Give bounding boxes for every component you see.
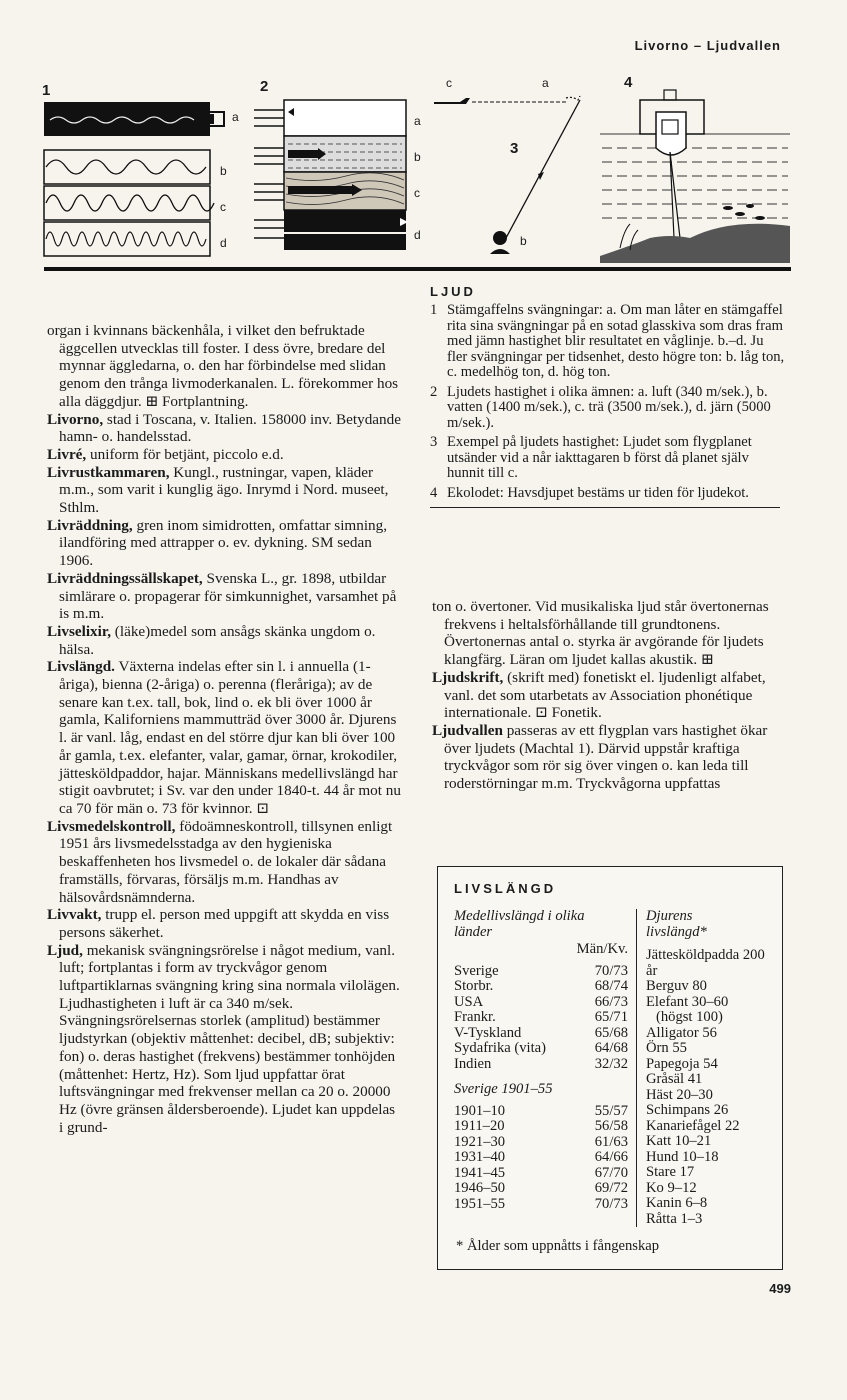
dictionary-entry: [47, 570, 403, 623]
row-value: 66/73: [594, 993, 628, 1010]
dictionary-entry: [47, 658, 403, 817]
box-footnote: * Ålder som uppnåtts i fångenskap: [456, 1238, 660, 1254]
animal-item: Schimpans 26: [646, 1102, 729, 1118]
dictionary-entry: [432, 722, 788, 793]
entry-text: ton o. övertoner. Vid musikaliska ljud står övertonernas frekvens i heltalsförhållande till grundtonens. Övertonernas antal o. styrka är avgörande för ljudets klangfärg. Läran om ljudet kallas akustik. ⊞: [432, 598, 769, 669]
row-label: 1911–20: [454, 1118, 505, 1134]
fig1-letter-b: b: [220, 164, 227, 178]
table-row: [454, 995, 628, 1011]
animal-item: Alligator 56: [646, 1024, 717, 1041]
row-label: Frankr.: [454, 1009, 496, 1025]
row-label: 1931–40: [454, 1149, 506, 1165]
dictionary-entry: [47, 322, 403, 411]
entry-headword: Livrustkammaren,: [47, 463, 170, 481]
table-row: [454, 1197, 628, 1213]
caption-text: Ljudets hastighet i olika ämnen: a. luft (340 m/sek.), b. vatten (1400 m/sek.), c. trä (3500 m/sek.), d. järn (5000 m/sek.).: [447, 383, 771, 431]
dictionary-entry: [47, 942, 403, 1137]
fig3-letter-b: b: [520, 234, 527, 248]
row-label: 1901–10: [454, 1102, 506, 1119]
animal-item: Ko 9–12: [646, 1179, 697, 1196]
row-label: 1941–45: [454, 1164, 506, 1181]
animal-item: Stare 17: [646, 1164, 695, 1180]
animal-item: Jättesköldpadda 200 år: [646, 947, 765, 979]
caption-end-rule: [430, 507, 780, 508]
airplane-sound-diagram: [428, 88, 598, 258]
animal-item: Örn 55: [646, 1040, 687, 1056]
row-value: 32/32: [594, 1055, 628, 1072]
entry-headword: Livräddningssällskapet,: [47, 569, 203, 587]
dictionary-entry: [47, 411, 403, 446]
table-row: [454, 1041, 628, 1057]
row-label: V-Tyskland: [454, 1024, 522, 1041]
row-label: Indien: [454, 1055, 492, 1072]
row-label: Sverige: [454, 962, 499, 979]
caption-item: [430, 435, 786, 482]
country-table: [454, 909, 628, 1212]
fig2-letter-c: c: [414, 186, 420, 200]
entry-text: uniform för betjänt, piccolo e.d.: [86, 445, 284, 463]
dictionary-entry: [432, 669, 788, 722]
entry-text: passeras av ett flygplan vars hastighet ökar över ljudets (Machtal 1). Därvid uppstår kraftiga tryckvågor som rör sig över vingen o. kan leda till roderstörningar m.m. Tryckvågorna uppfattas: [444, 721, 768, 793]
right-column: [432, 598, 788, 793]
row-value: 65/68: [594, 1024, 628, 1041]
table-row: [454, 1135, 628, 1151]
figure-number-3: 3: [510, 140, 519, 157]
running-head: Livorno – Ljudvallen: [634, 38, 781, 53]
animal-list-heading: Djurens livslängd*: [646, 908, 707, 940]
row-value: 56/58: [594, 1118, 628, 1134]
fig1-letter-a: a: [232, 110, 239, 124]
dictionary-entry: [47, 517, 403, 570]
row-label: 1946–50: [454, 1180, 506, 1196]
row-value: 69/72: [594, 1180, 628, 1196]
entry-headword: Ljudskrift,: [432, 668, 504, 686]
table-row: [454, 1057, 628, 1073]
country-table-subheading: Män/Kv.: [576, 941, 628, 957]
row-value: 65/71: [594, 1009, 628, 1025]
caption-item: [430, 486, 786, 502]
left-column: [47, 322, 403, 1136]
tuning-fork-diagram: [40, 100, 260, 260]
entry-headword: Livselixir,: [47, 622, 111, 640]
row-value: 68/74: [594, 978, 628, 994]
entry-text: mekanisk svängningsrörelse i något medium, vanl. luft; fortplantas i form av tryckvågor genom luftpartiklarnas svängning kring sina normala vilolägen. Ljudhastigheten i luft är ca 340 m/sek. Svängningsrörelsernas storlek (amplitud) bestämmer ljudstyrkan (objektiv måttenhet: decibel, dB; subjektiv: fon) o. deras hastighet (frekvens) bestämmer tonhöjden (måttenhet: Hertz, Hz). Som ljud uppfattar örat luftsvängningar med frekvenser mellan ca 20 o. 20000 Hz (övre gränsen åldersberoende). Ljudet kan uppdelas i grund-: [59, 941, 400, 1136]
table-row: [454, 1150, 628, 1166]
caption-item: [430, 303, 786, 381]
animal-item: Gråsäl 41: [646, 1071, 703, 1087]
entry-text: organ i kvinnans bäckenhåla, i vilket den befruktade äggcellen utvecklas till foster. I dess övre, bredare del mynnar äggledarna, o. den har förbindelse med slidan genom den trånga livmoderkanalen. L. förekommer hos alla däggdjur. ⊞ Fortplantning.: [47, 322, 399, 410]
dictionary-entry: [47, 623, 403, 658]
figure-number-4: 4: [624, 74, 633, 91]
table-row: [454, 979, 628, 995]
fig1-letter-d: d: [220, 236, 227, 250]
animal-item: Kanariefågel 22: [646, 1117, 740, 1134]
table-row: [454, 1104, 628, 1120]
animal-item: Papegoja 54: [646, 1055, 718, 1072]
row-label: USA: [454, 993, 484, 1010]
entry-headword: Livräddning,: [47, 516, 133, 534]
row-label: Sydafrika (vita): [454, 1040, 546, 1056]
animal-item: Kanin 6–8: [646, 1195, 708, 1211]
page-number: 499: [769, 1281, 791, 1296]
fig3-letter-a: a: [542, 76, 549, 90]
box-column-divider: [636, 909, 637, 1227]
livslangd-box: [437, 866, 783, 1270]
caption-number: 3: [430, 434, 438, 450]
fig1-letter-c: c: [220, 200, 226, 214]
entry-headword: Livvakt,: [47, 906, 102, 924]
period-table-heading: Sverige 1901–55: [454, 1081, 553, 1097]
figure-caption: [430, 284, 786, 508]
entry-text: (läke)medel som ansågs skänka ungdom o. hälsa.: [59, 622, 376, 658]
echo-sounder-diagram: [600, 88, 790, 263]
entry-text: födoämneskontroll, tillsynen enligt 1951 års livsmedelsstadga av den hygieniska beskaffenheten hos livsmedel o. de lokaler där sådana framställs, förvaras, försäljs m.m. Handhas av hälsovårdsnämnderna.: [59, 817, 393, 906]
entry-text: Kungl., rustningar, vapen, kläder m.m., som varit i kunglig ägo. Inrymd i Nord. museet, Sthlm.: [59, 463, 389, 517]
row-value: 64/68: [594, 1040, 628, 1056]
caption-number: 4: [430, 484, 438, 501]
caption-text: Stämgaffelns svängningar: a. Om man låter en stämgaffel rita sina svängningar på en sotad glasskiva som dras fram med jämn hastighet blir resultatet en våglinje. b.–d. Ju fler svängningar per tidsenhet, desto högre ton: b. låg ton, c. medelhög ton, d. hög ton.: [447, 302, 785, 380]
animal-item: Råtta 1–3: [646, 1210, 703, 1227]
caption-number: 2: [430, 383, 438, 400]
dictionary-entry: [47, 464, 403, 517]
row-value: 55/57: [594, 1102, 628, 1119]
caption-title: LJUD: [430, 284, 476, 299]
entry-text: Växterna indelas efter sin l. i annuella (1-åriga), bienna (2-åriga) o. perenna (fleråriga); av de senare kan t.ex. tall, bok, lind o. ek bli över 1000 år gamla, Kaliforniens mammutträd över 3000 år. Djurens l. är vanl. låg, endast en del större djur kan bli över 100 år gamla, t.ex. elefanter, valar, gamar, örnar, krokodiler, jättesköldpaddor, hajar. Människans medellivslängd har stigit oavbrutet; i Sv. var den under 1840-t. 44 år mot nu ca 70 för män o. 73 för kvinnor. ⊡: [59, 658, 401, 817]
row-value: 61/63: [594, 1133, 628, 1150]
table-row: [454, 1026, 628, 1042]
row-label: 1951–55: [454, 1195, 506, 1212]
fig2-letter-b: b: [414, 150, 421, 164]
animal-item: Berguv 80: [646, 978, 707, 994]
fig2-letter-a: a: [414, 114, 421, 128]
entry-headword: Livslängd.: [47, 658, 115, 676]
animal-item: Häst 20–30: [646, 1086, 713, 1103]
caption-item: [430, 385, 786, 432]
row-value: 70/73: [594, 962, 628, 979]
entry-text: (skrift med) fonetiskt el. ljudenligt alfabet, vanl. det som utarbetats av Association phonétique internationale. ⊡ Fonetik.: [444, 668, 766, 722]
entry-text: Svenska L., gr. 1898, utbildar simlärare o. propagerar för simkunnighet, varsamhet på is m.m.: [59, 569, 397, 623]
row-value: 64/66: [594, 1149, 628, 1165]
dictionary-entry: [47, 818, 403, 907]
animal-list: [646, 909, 776, 1227]
animal-item: Hund 10–18: [646, 1148, 719, 1165]
row-label: Storbr.: [454, 978, 494, 994]
animal-item: (högst 100): [656, 1009, 723, 1025]
entry-text: gren inom simidrotten, omfattar simning, ilandföring med attrapper o. ev. dykning. SM sedan 1906.: [59, 516, 388, 570]
figure-panel: [40, 70, 792, 270]
entry-text: stad i Toscana, v. Italien. 158000 inv. Betydande hamn- o. handelsstad.: [59, 410, 401, 446]
entry-headword: Ljud,: [47, 941, 83, 959]
entry-headword: Livré,: [47, 445, 87, 463]
table-row: [454, 964, 628, 980]
animal-item: Katt 10–21: [646, 1133, 712, 1149]
entry-text: trupp el. person med uppgift att skydda en viss persons säkerhet.: [59, 906, 390, 941]
entry-headword: Ljudvallen: [432, 721, 503, 739]
table-row: [454, 1181, 628, 1197]
table-row: [454, 1010, 628, 1026]
figure-number-1: 1: [42, 82, 51, 99]
figure-divider-rule: [44, 267, 791, 271]
caption-number: 1: [430, 302, 438, 318]
table-row: [454, 1119, 628, 1135]
caption-text: Exempel på ljudets hastighet: Ljudet som flygplanet utsänder vid a når iakttagaren b först då planet själv hunnit till c.: [447, 434, 752, 481]
dictionary-entry: [47, 906, 403, 941]
fig3-letter-c: c: [446, 76, 452, 90]
row-value: 70/73: [594, 1195, 628, 1212]
animal-item: Elefant 30–60: [646, 993, 729, 1010]
table-row: [454, 1166, 628, 1182]
entry-headword: Livorno,: [47, 410, 104, 428]
sound-speed-diagram: [254, 98, 414, 258]
row-value: 67/70: [594, 1164, 628, 1181]
caption-text: Ekolodet: Havsdjupet bestäms ur tiden för ljudekot.: [447, 484, 749, 501]
dictionary-entry: [432, 598, 788, 669]
figure-number-2: 2: [260, 78, 269, 95]
dictionary-entry: [47, 446, 403, 464]
fig2-letter-d: d: [414, 228, 421, 242]
row-label: 1921–30: [454, 1133, 506, 1150]
country-table-heading: Medellivslängd i olika länder: [454, 908, 585, 940]
entry-headword: Livsmedelskontroll,: [47, 817, 176, 835]
box-title: LIVSLÄNGD: [454, 881, 557, 896]
